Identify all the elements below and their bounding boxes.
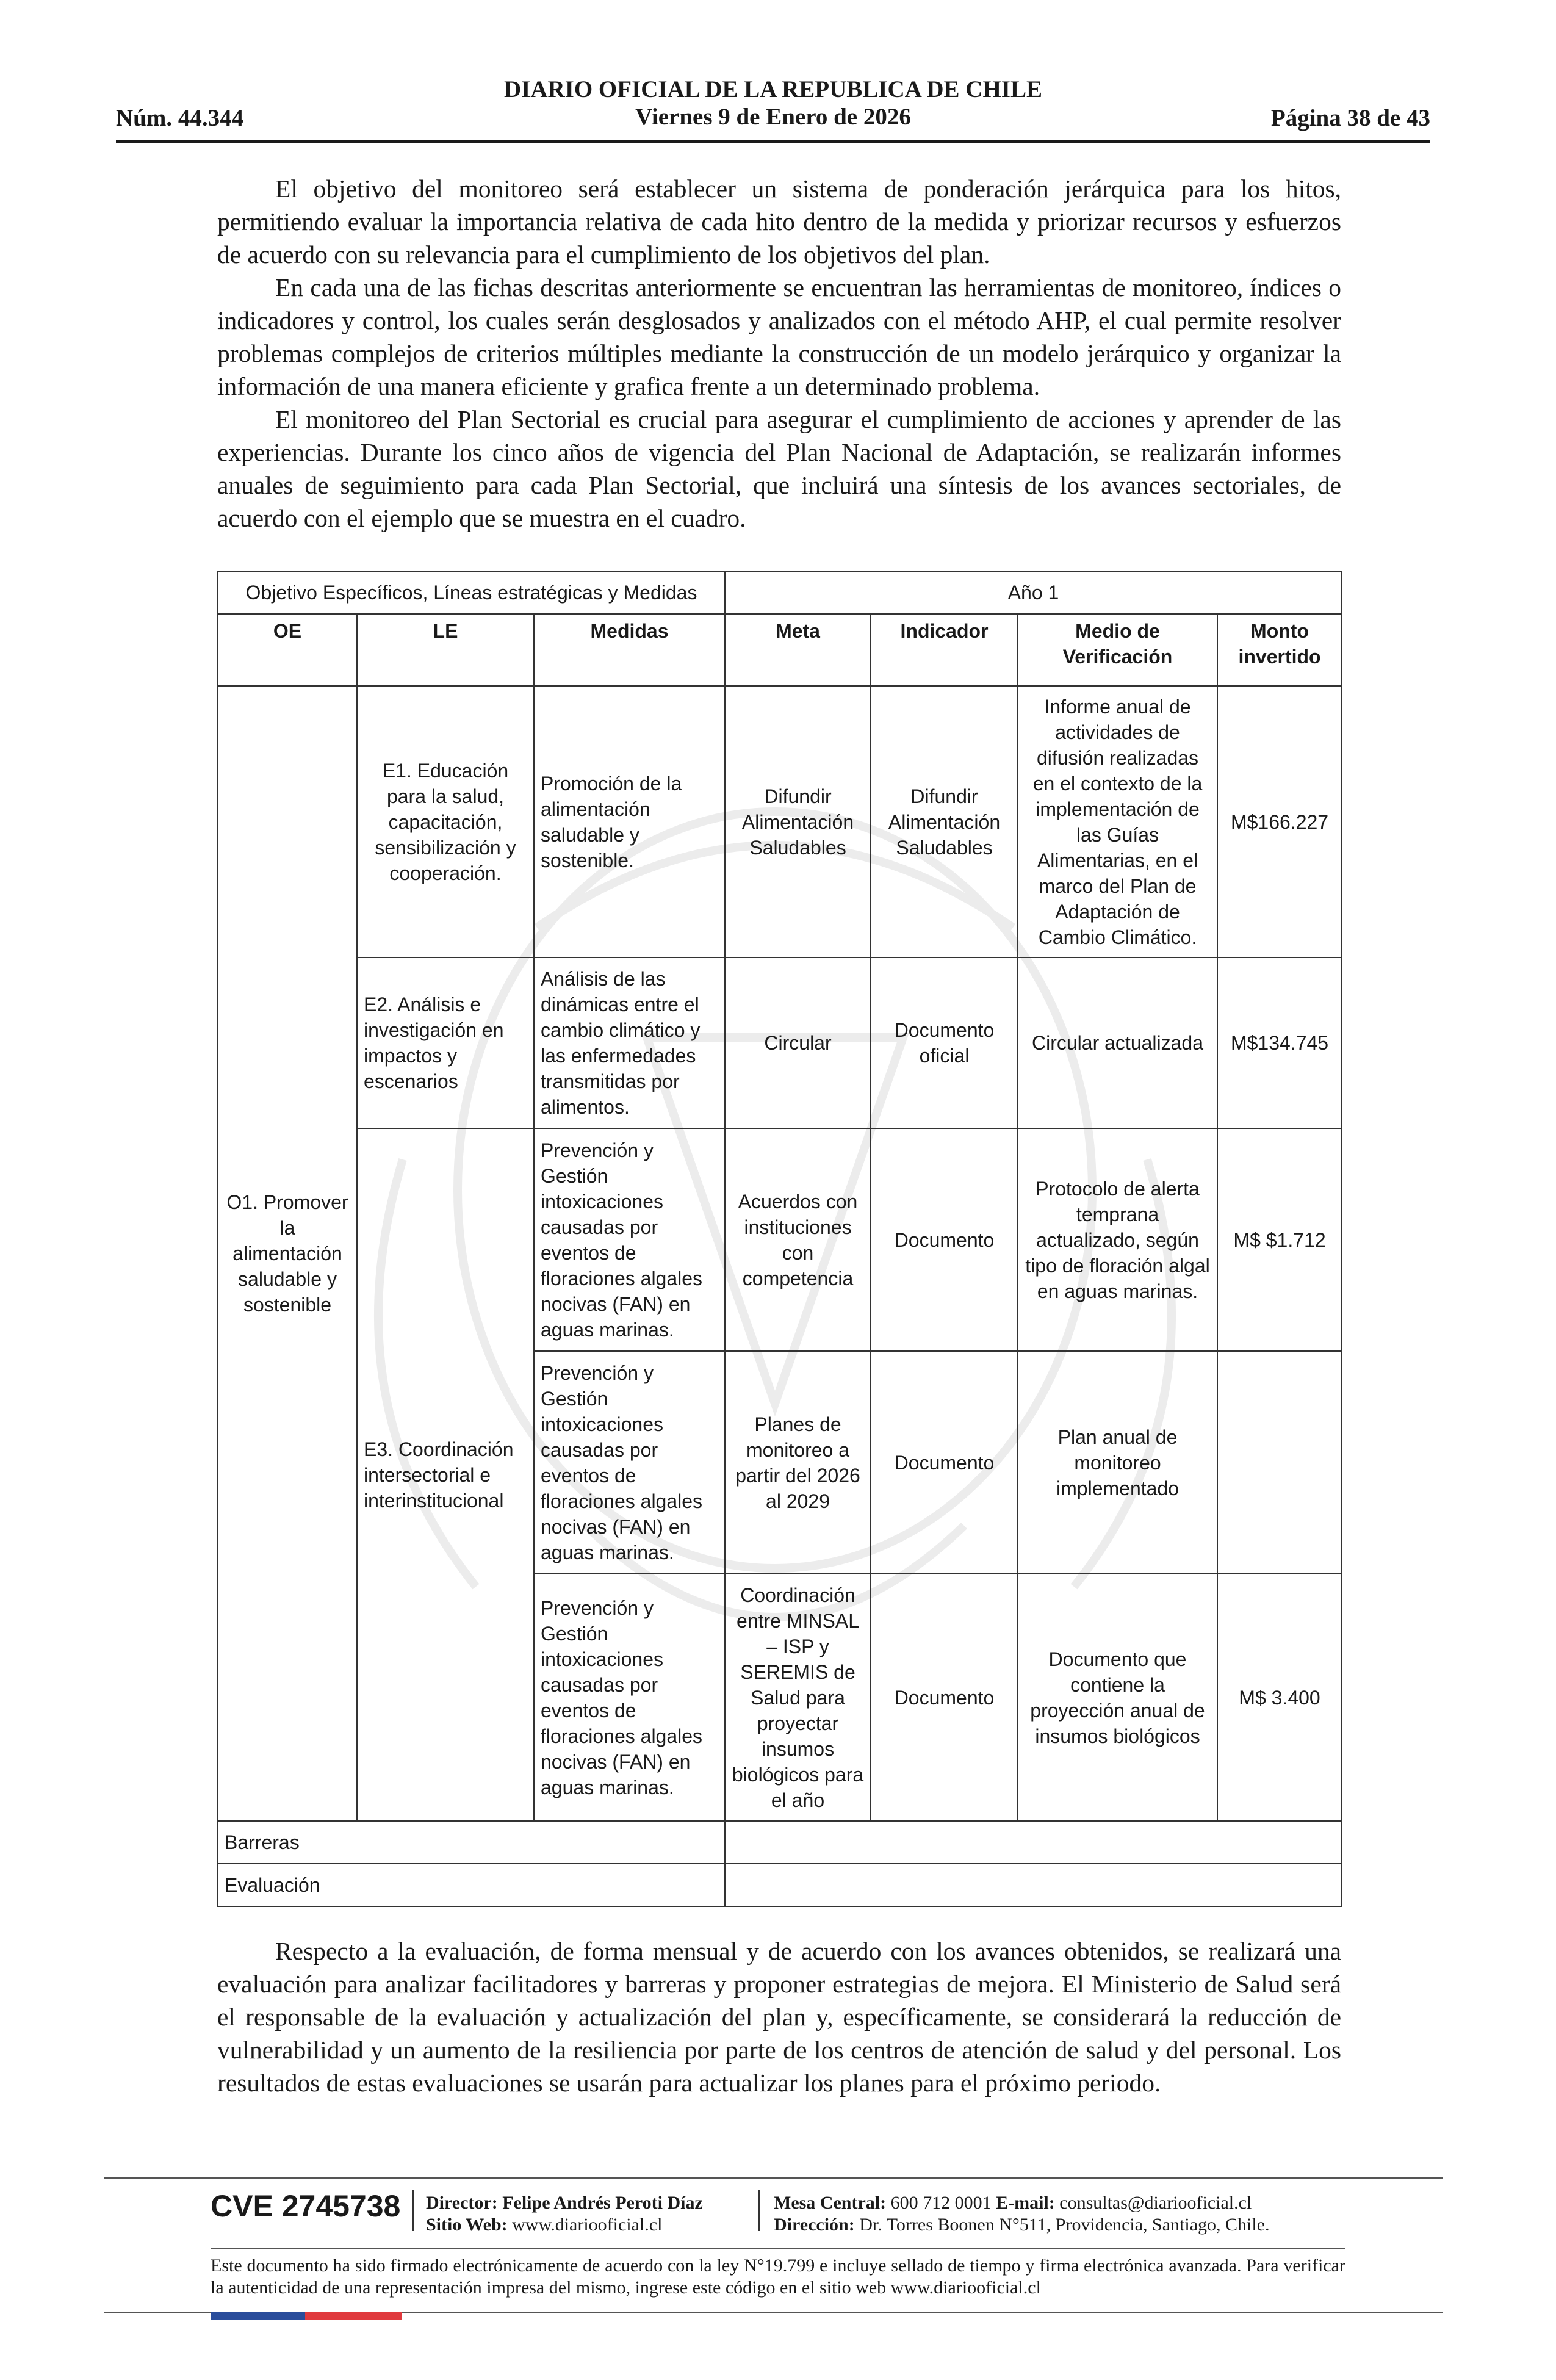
medida-cell: Prevención y Gestión intoxicaciones causadas por eventos de floraciones algales nocivas (FAN) en aguas marinas.	[534, 1574, 725, 1821]
publication-title: DIARIO OFICIAL DE LA REPUBLICA DE CHILE	[503, 76, 1042, 103]
monto-cell: M$ $1.712	[1217, 1128, 1342, 1351]
indicador-cell: Documento	[871, 1351, 1018, 1574]
evaluacion-value	[725, 1864, 1342, 1906]
direccion-value: Dr. Torres Boonen N°511, Providencia, Santiago, Chile.	[859, 2215, 1270, 2235]
medio-cell: Circular actualizada	[1018, 957, 1217, 1128]
email-link[interactable]: consultas@diariooficial.cl	[1059, 2193, 1252, 2213]
monitoring-table	[217, 571, 1342, 1907]
indicador-cell: Documento	[871, 1128, 1018, 1351]
flag-stripe-red	[305, 2312, 402, 2320]
footer-divider	[412, 2190, 414, 2231]
medio-cell: Informe anual de actividades de difusión realizadas en el contexto de la implementación de las Guías Alimentarias, en el marco del Plan de Adaptación de Cambio Climático.	[1018, 686, 1217, 957]
medida-cell: Promoción de la alimentación saludable y sostenible.	[534, 686, 725, 957]
medio-cell: Documento que contiene la proyección anual de insumos biológicos	[1018, 1574, 1217, 1821]
table-row	[218, 686, 1342, 957]
medio-cell: Protocolo de alerta temprana actualizado, según tipo de floración algal en aguas marinas.	[1018, 1128, 1217, 1351]
footer-top-rule	[104, 2177, 1443, 2179]
column-header-le: LE	[357, 614, 534, 686]
barreras-value	[725, 1821, 1342, 1864]
issue-number: Núm. 44.344	[116, 105, 244, 131]
footer-director-block	[426, 2192, 703, 2236]
table-row	[218, 957, 1342, 1128]
email-label: E-mail:	[996, 2193, 1055, 2213]
intro-text	[217, 172, 1341, 535]
meta-cell: Difundir Alimentación Saludables	[725, 686, 871, 957]
table-row	[218, 1864, 1342, 1906]
footer-divider	[758, 2190, 760, 2231]
page-number: Página 38 de 43	[1270, 105, 1430, 131]
meta-cell: Coordinación entre MINSAL – ISP y SEREMIS de Salud para proyectar insumos biológicos para el año	[725, 1574, 871, 1821]
mesa-phone: 600 712 0001	[890, 2193, 992, 2213]
le-cell: E2. Análisis e investigación en impactos y escenarios	[357, 957, 534, 1128]
web-label: Sitio Web:	[426, 2215, 508, 2235]
footer-note: Este documento ha sido firmado electrónicamente de acuerdo con la ley N°19.799 e incluye sellado de tiempo y firma electrónica avanzada. Para verificar la autenticidad de una representación impresa del mismo, ingrese este código en el sitio web www.diariooficial.cl	[211, 2256, 1345, 2298]
paragraph: El objetivo del monitoreo será establecer un sistema de ponderación jerárquica para los hitos, permitiendo evaluar la importancia relativa de cada hito dentro de la medida y priorizar recursos y esfuerzos de acuerdo con su relevancia para el cumplimiento de los objetivos del plan.	[217, 175, 1341, 269]
direccion-label: Dirección:	[774, 2215, 855, 2235]
medida-cell: Prevención y Gestión intoxicaciones causadas por eventos de floraciones algales nocivas (FAN) en aguas marinas.	[534, 1351, 725, 1574]
column-header-meta: Meta	[725, 614, 871, 686]
evaluacion-label: Evaluación	[218, 1864, 725, 1906]
monto-cell: M$ 3.400	[1217, 1574, 1342, 1821]
footer-contact-block	[774, 2192, 1270, 2236]
column-header-indicador: Indicador	[871, 614, 1018, 686]
monto-cell: M$166.227	[1217, 686, 1342, 957]
cve-code: CVE 2745738	[211, 2189, 401, 2223]
medida-cell: Prevención y Gestión intoxicaciones causadas por eventos de floraciones algales nocivas (FAN) en aguas marinas.	[534, 1128, 725, 1351]
director-name: Felipe Andrés Peroti Díaz	[502, 2193, 703, 2213]
indicador-cell: Documento	[871, 1574, 1018, 1821]
flag-stripe-blue	[211, 2312, 305, 2320]
page-header	[116, 72, 1430, 143]
table-row	[218, 1128, 1342, 1351]
group-header-left: Objetivo Específicos, Líneas estratégicas y Medidas	[218, 571, 725, 614]
footer-rule	[211, 2248, 1345, 2249]
web-link[interactable]: www.diariooficial.cl	[512, 2215, 663, 2235]
oe-cell: O1. Promover la alimentación saludable y sostenible	[218, 686, 357, 1821]
column-header-medidas: Medidas	[534, 614, 725, 686]
medio-cell: Plan anual de monitoreo implementado	[1018, 1351, 1217, 1574]
paragraph: El monitoreo del Plan Sectorial es crucial para asegurar el cumplimiento de acciones y aprender de las experiencias. Durante los cinco años de vigencia del Plan Nacional de Adaptación, se realizarán informes anuales de seguimiento para cada Plan Sectorial, que incluirá una síntesis de los avances sectoriales, de acuerdo con el ejemplo que se muestra en el cuadro.	[217, 405, 1341, 532]
publication-date: Viernes 9 de Enero de 2026	[635, 104, 911, 130]
column-header-medio: Medio de Verificación	[1018, 614, 1217, 686]
table-row	[218, 1821, 1342, 1864]
monto-cell: M$134.745	[1217, 957, 1342, 1128]
meta-cell: Planes de monitoreo a partir del 2026 al 2029	[725, 1351, 871, 1574]
paragraph: Respecto a la evaluación, de forma mensual y de acuerdo con los avances obtenidos, se realizará una evaluación para analizar facilitadores y barreras y proponer estrategias de mejora. El Ministerio de Salud será el responsable de la evaluación y actualización del plan y, específicamente, se considerará la reducción de vulnerabilidad y un aumento de la resiliencia por parte de los centros de atención de salud y del personal. Los resultados de estas evaluaciones se usarán para actualizar los planes para el próximo periodo.	[217, 1937, 1341, 2097]
column-header-oe: OE	[218, 614, 357, 686]
monto-cell	[1217, 1351, 1342, 1574]
indicador-cell: Documento oficial	[871, 957, 1018, 1128]
barreras-label: Barreras	[218, 1821, 725, 1864]
le-cell: E3. Coordinación intersectorial e interinstitucional	[357, 1128, 534, 1821]
group-header-right: Año 1	[725, 571, 1342, 614]
column-header-monto: Monto invertido	[1217, 614, 1342, 686]
medida-cell: Análisis de las dinámicas entre el cambio climático y las enfermedades transmitidas por alimentos.	[534, 957, 725, 1128]
meta-cell: Acuerdos con instituciones con competencia	[725, 1128, 871, 1351]
meta-cell: Circular	[725, 957, 871, 1128]
le-cell: E1. Educación para la salud, capacitación, sensibilización y cooperación.	[357, 686, 534, 957]
paragraph: En cada una de las fichas descritas anteriormente se encuentran las herramientas de monitoreo, índices o indicadores y control, los cuales serán desglosados y analizados con el método AHP, el cual permite resolver problemas complejos de criterios múltiples mediante la construcción de un modelo jerárquico y organizar la información de una manera eficiente y grafica frente a un determinado problema.	[217, 273, 1341, 400]
indicador-cell: Difundir Alimentación Saludables	[871, 686, 1018, 957]
director-label: Director:	[426, 2193, 498, 2213]
closing-text	[217, 1935, 1341, 2099]
mesa-label: Mesa Central:	[774, 2193, 887, 2213]
